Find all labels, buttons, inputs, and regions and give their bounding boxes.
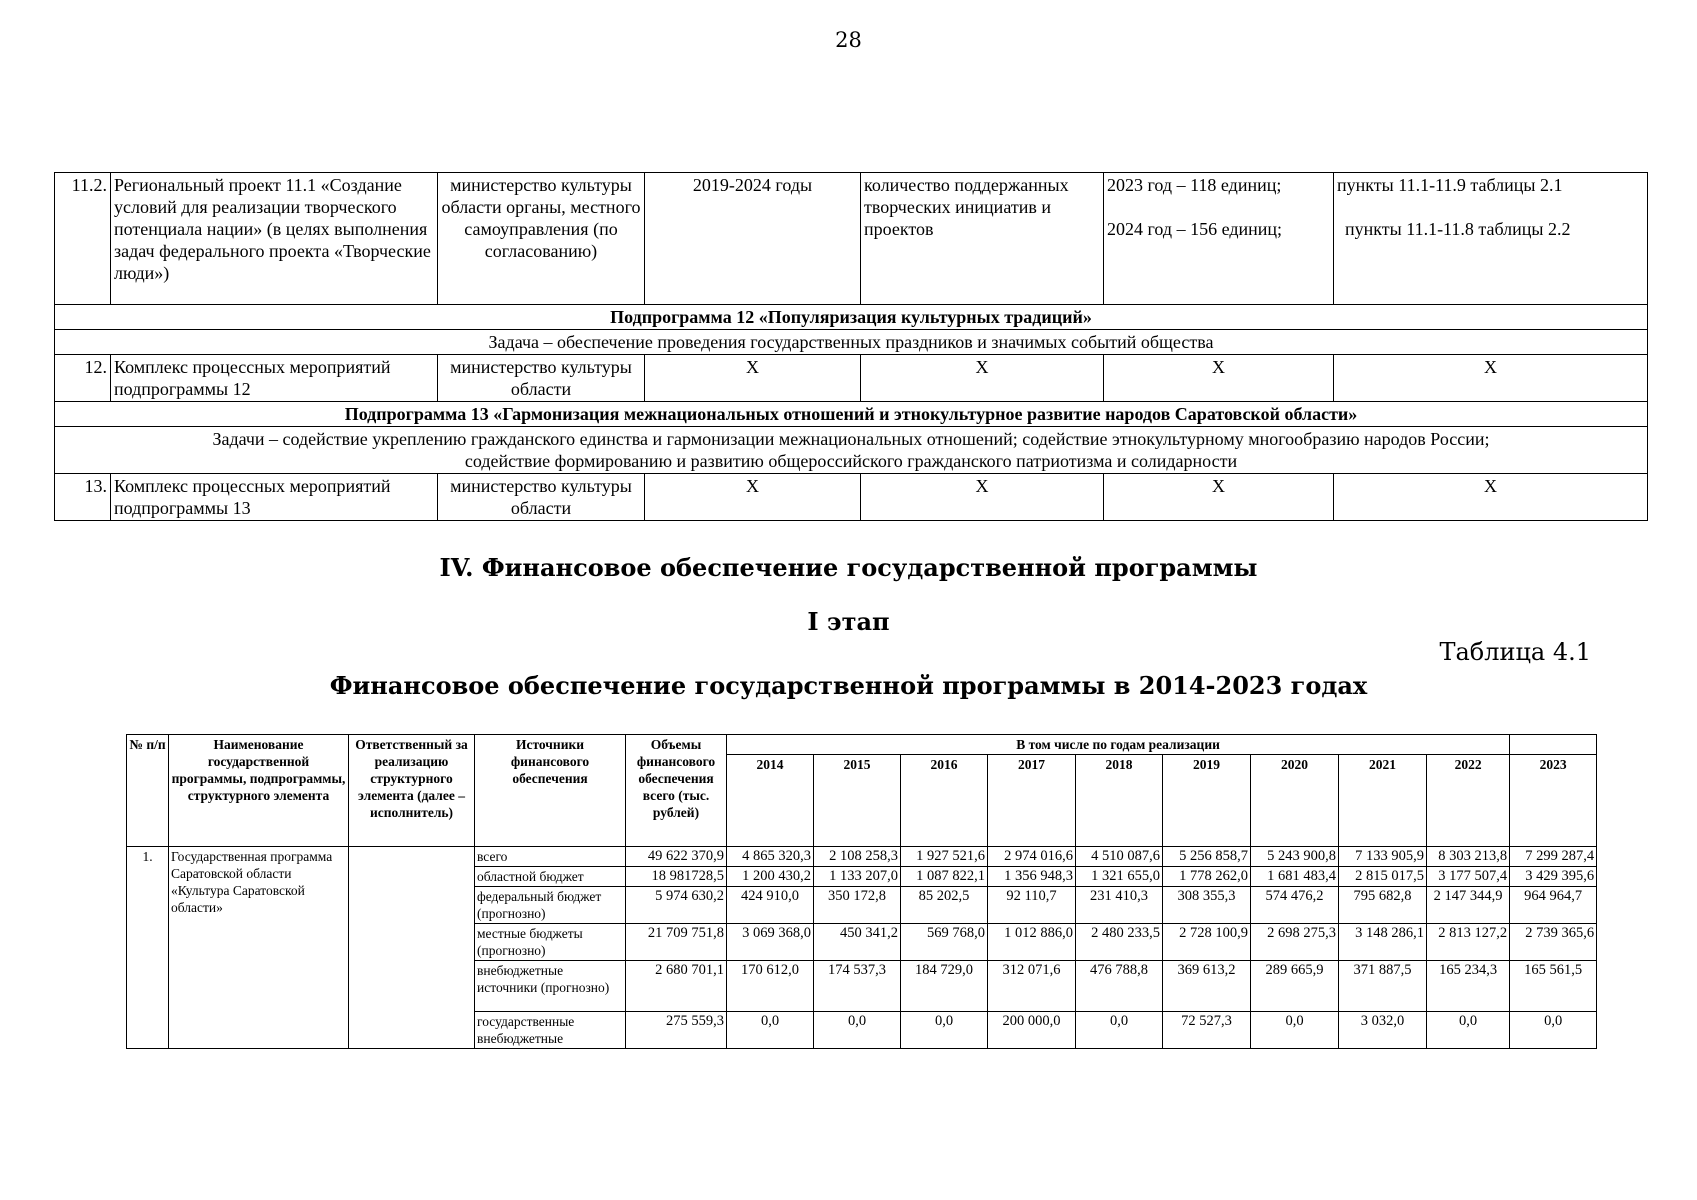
funding-year-value: 3 177 507,4 — [1427, 867, 1510, 887]
subprogram-13-task-line2: содействие формированию и развитию общероссийского гражданского патриотизма и солидарности — [464, 451, 1238, 471]
row-name: Региональный проект 11.1 «Создание условий для реализации творческого потенциала нации» (в целях выполнения задач федерального проекта «Творческие люди») — [111, 173, 438, 305]
row-x: Х — [861, 355, 1104, 402]
funding-year-value: 2 739 365,6 — [1510, 924, 1597, 961]
funding-year-value: 4 510 087,6 — [1076, 847, 1163, 867]
col-header-name: Наименование государственной программы, подпрограммы, структурного элемента — [169, 735, 349, 847]
funding-year-value: 1 012 886,0 — [988, 924, 1076, 961]
funding-year-value: 1 200 430,2 — [727, 867, 814, 887]
funding-year-value: 312 071,6 — [988, 961, 1076, 1012]
row-refs — [1334, 173, 1648, 305]
funding-year-value: 2 480 233,5 — [1076, 924, 1163, 961]
col-header-sources: Источники финансового обеспечения — [475, 735, 626, 847]
funding-year-value: 2 147 344,9 — [1427, 887, 1510, 924]
funding-year-value: 2 698 275,3 — [1251, 924, 1339, 961]
stage-title: I этап — [807, 607, 890, 636]
col-header-responsible: Ответственный за реализацию структурного элемента (далее – исполнитель) — [349, 735, 475, 847]
row-x: Х — [1104, 355, 1334, 402]
subprogram-13-task-line1: Задачи – содействие укреплению гражданского единства и гармонизации межнациональных отношений; содействие этнокультурному многообразию народов России; — [212, 429, 1490, 449]
row-x: Х — [1334, 474, 1648, 521]
funding-year-value: 2 974 016,6 — [988, 847, 1076, 867]
funding-year-value: 569 768,0 — [901, 924, 988, 961]
funding-year-value: 1 356 948,3 — [988, 867, 1076, 887]
funding-total: 21 709 751,8 — [626, 924, 727, 961]
funding-year-value: 2 815 017,5 — [1339, 867, 1427, 887]
header-empty-cell — [1510, 735, 1597, 755]
funding-year-value: 170 612,0 — [727, 961, 814, 1012]
funding-year-value: 964 964,7 — [1510, 887, 1597, 924]
row-executor: министерство культуры области — [438, 355, 645, 402]
program-number: 1. — [127, 847, 169, 1049]
funding-year-value: 795 682,8 — [1339, 887, 1427, 924]
table-row — [55, 474, 1648, 521]
funding-total: 5 974 630,2 — [626, 887, 727, 924]
col-header-num: № п/п — [127, 735, 169, 847]
funding-source: всего — [475, 847, 626, 867]
funding-year-value: 184 729,0 — [901, 961, 988, 1012]
row-x: Х — [1334, 355, 1648, 402]
funding-year-value: 369 613,2 — [1163, 961, 1251, 1012]
funding-year-value: 1 778 262,0 — [1163, 867, 1251, 887]
funding-year-value: 0,0 — [1251, 1012, 1339, 1049]
funding-year-value: 4 865 320,3 — [727, 847, 814, 867]
funding-year-value: 7 133 905,9 — [1339, 847, 1427, 867]
table-number: Таблица 4.1 — [1439, 638, 1591, 666]
row-x: Х — [645, 474, 861, 521]
col-header-total: Объемы финансового обеспечения всего (тыс. рублей) — [626, 735, 727, 847]
funding-year-value: 350 172,8 — [814, 887, 901, 924]
funding-year-value: 231 410,3 — [1076, 887, 1163, 924]
funding-year-value: 2 728 100,9 — [1163, 924, 1251, 961]
program-structure-table — [54, 172, 1648, 521]
header-row — [127, 735, 1597, 755]
funding-source: областной бюджет — [475, 867, 626, 887]
funding-year-value: 308 355,3 — [1163, 887, 1251, 924]
subprogram-13-title: Подпрограмма 13 «Гармонизация межнациональных отношений и этнокультурное развитие народов Саратовской области» — [55, 402, 1648, 427]
funding-source: федеральный бюджет (прогнозно) — [475, 887, 626, 924]
program-name: Государственная программа Саратовской области «Культура Саратовской области» — [169, 847, 349, 1049]
funding-year-value: 1 321 655,0 — [1076, 867, 1163, 887]
subprogram-header-row — [55, 305, 1648, 330]
col-header-year: 2019 — [1163, 755, 1251, 847]
funding-year-value: 174 537,3 — [814, 961, 901, 1012]
subprogram-12-title: Подпрограмма 12 «Популяризация культурных традиций» — [55, 305, 1648, 330]
funding-total: 275 559,3 — [626, 1012, 727, 1049]
funding-year-value: 0,0 — [901, 1012, 988, 1049]
row-period: 2019-2024 годы — [645, 173, 861, 305]
program-responsible — [349, 847, 475, 1049]
row-name: Комплекс процессных мероприятий подпрограммы 12 — [111, 355, 438, 402]
table-row — [127, 847, 1597, 867]
table-row — [55, 173, 1648, 305]
row-x: Х — [645, 355, 861, 402]
row-number: 12. — [55, 355, 111, 402]
funding-total: 18 981728,5 — [626, 867, 727, 887]
col-header-year: 2020 — [1251, 755, 1339, 847]
funding-year-value: 165 234,3 — [1427, 961, 1510, 1012]
funding-year-value: 0,0 — [727, 1012, 814, 1049]
funding-year-value: 1 133 207,0 — [814, 867, 901, 887]
row-number: 13. — [55, 474, 111, 521]
funding-year-value: 0,0 — [1076, 1012, 1163, 1049]
financing-table-body — [127, 847, 1597, 1049]
funding-year-value: 2 813 127,2 — [1427, 924, 1510, 961]
row-values — [1104, 173, 1334, 305]
funding-year-value: 3 032,0 — [1339, 1012, 1427, 1049]
funding-year-value: 289 665,9 — [1251, 961, 1339, 1012]
row-name: Комплекс процессных мероприятий подпрограммы 13 — [111, 474, 438, 521]
funding-year-value: 200 000,0 — [988, 1012, 1076, 1049]
funding-total: 2 680 701,1 — [626, 961, 727, 1012]
funding-total: 49 622 370,9 — [626, 847, 727, 867]
row-executor: министерство культуры области органы, местного самоуправления (по согласованию) — [438, 173, 645, 305]
funding-year-value: 371 887,5 — [1339, 961, 1427, 1012]
funding-year-value: 2 108 258,3 — [814, 847, 901, 867]
row-x: Х — [1104, 474, 1334, 521]
row-executor: министерство культуры области — [438, 474, 645, 521]
table-title: Финансовое обеспечение государственной программы в 2014-2023 годах — [329, 671, 1368, 700]
funding-year-value: 1 681 483,4 — [1251, 867, 1339, 887]
ref-table-2-1: пункты 11.1-11.9 таблицы 2.1 — [1337, 175, 1563, 195]
funding-year-value: 3 069 368,0 — [727, 924, 814, 961]
subprogram-header-row — [55, 402, 1648, 427]
row-x: Х — [861, 474, 1104, 521]
funding-year-value: 72 527,3 — [1163, 1012, 1251, 1049]
funding-source: внебюджетные источники (прогнозно) — [475, 961, 626, 1012]
funding-year-value: 92 110,7 — [988, 887, 1076, 924]
funding-year-value: 574 476,2 — [1251, 887, 1339, 924]
funding-year-value: 8 303 213,8 — [1427, 847, 1510, 867]
funding-year-value: 7 299 287,4 — [1510, 847, 1597, 867]
funding-year-value: 3 429 395,6 — [1510, 867, 1597, 887]
table-row — [55, 355, 1648, 402]
col-header-year: 2015 — [814, 755, 901, 847]
col-header-year: 2022 — [1427, 755, 1510, 847]
funding-year-value: 476 788,8 — [1076, 961, 1163, 1012]
row-indicator: количество поддержанных творческих инициатив и проектов — [861, 173, 1104, 305]
row-number: 11.2. — [55, 173, 111, 305]
col-header-by-years: В том числе по годам реализации — [727, 735, 1510, 755]
funding-year-value: 0,0 — [814, 1012, 901, 1049]
funding-year-value: 1 927 521,6 — [901, 847, 988, 867]
funding-year-value: 424 910,0 — [727, 887, 814, 924]
col-header-year: 2014 — [727, 755, 814, 847]
funding-year-value: 5 256 858,7 — [1163, 847, 1251, 867]
col-header-year: 2023 — [1510, 755, 1597, 847]
section-title: IV. Финансовое обеспечение государственной программы — [439, 553, 1258, 582]
subprogram-task-row — [55, 330, 1648, 355]
col-header-year: 2018 — [1076, 755, 1163, 847]
funding-year-value: 1 087 822,1 — [901, 867, 988, 887]
funding-year-value: 165 561,5 — [1510, 961, 1597, 1012]
value-2024: 2024 год – 156 единиц; — [1107, 219, 1283, 239]
page-number: 28 — [835, 28, 862, 52]
funding-year-value: 0,0 — [1510, 1012, 1597, 1049]
funding-year-value: 0,0 — [1427, 1012, 1510, 1049]
col-header-year: 2017 — [988, 755, 1076, 847]
funding-year-value: 85 202,5 — [901, 887, 988, 924]
funding-source: государственные внебюджетные — [475, 1012, 626, 1049]
funding-year-value: 3 148 286,1 — [1339, 924, 1427, 961]
col-header-year: 2021 — [1339, 755, 1427, 847]
value-2023: 2023 год – 118 единиц; — [1107, 175, 1282, 195]
ref-table-2-2: пункты 11.1-11.8 таблицы 2.2 — [1345, 219, 1571, 239]
funding-year-value: 5 243 900,8 — [1251, 847, 1339, 867]
financing-table — [126, 734, 1597, 1049]
col-header-year: 2016 — [901, 755, 988, 847]
funding-year-value: 450 341,2 — [814, 924, 901, 961]
subprogram-13-task — [55, 427, 1648, 474]
funding-source: местные бюджеты (прогнозно) — [475, 924, 626, 961]
subprogram-task-row — [55, 427, 1648, 474]
subprogram-12-task: Задача – обеспечение проведения государственных праздников и значимых событий общества — [55, 330, 1648, 355]
